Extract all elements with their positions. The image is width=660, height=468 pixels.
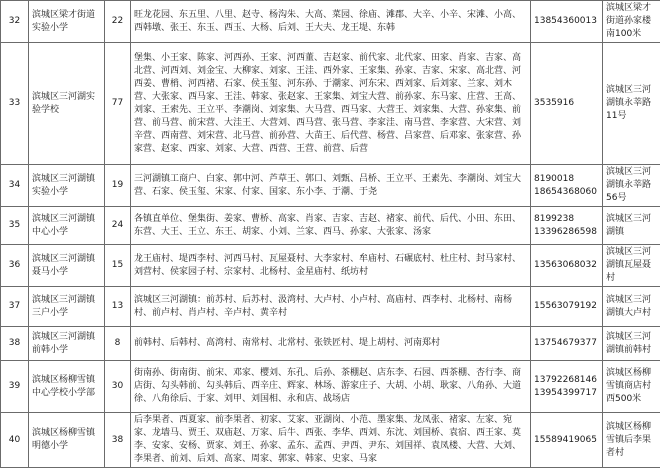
school-address: 滨城区三河湖镇 [603, 207, 660, 245]
contact-phone: 13563068032 [531, 245, 603, 287]
school-address: 滨城区杨柳雪镇后李果者村 [603, 413, 660, 468]
row-number: 38 [1, 327, 29, 361]
village-count: 24 [105, 207, 131, 245]
row-number: 37 [1, 287, 29, 327]
table-row [1, 287, 660, 327]
village-count: 8 [105, 327, 131, 361]
row-number: 36 [1, 245, 29, 287]
enrollment-area: 堡集、小王家、陈家、河西孙、王家、河西董、吉赵家、前代家、北代家、田家、肖家、吉家、高北营、河西刘、刘金宝、大柳家、刘家、王洼、西外家、王家集、孙家、吉家、宋家、高北营、河西姜、曹梢、河西褚、石家、侯玉玺、河东孙、于潮家、河东宋、西刘家、后刘家、兰家、刘木营、大张家、西马家、王洼、韩家、张赵家、王家集、刘宝大营、前孙家、东马家、庄营、王高、刘家、王索先、王立平、李潮岗、刘家集、大马营、西马家、大营王、刘家集、大营、孙家集、前营、前马营、前宋营、大洼王、大营刘、西马营、张马营、李家洼、南马营、李家营、大宋营、刘辛营、西南营、刘宋营、北马营、前孙营、大苗王、后代营、杨营、吕家营、后邓家、张家营、孙家营、赵家、西家、刘家、大营、西营、王营、前营、后营 [131, 43, 531, 165]
contact-phone: 13754679377 [531, 327, 603, 361]
contact-phone: 13854360013 [531, 1, 603, 43]
school-name: 滨城区杨柳雪镇明德小学 [29, 413, 105, 468]
row-number: 34 [1, 165, 29, 207]
school-name: 滨城区三河湖镇实验小学 [29, 165, 105, 207]
table-row [1, 207, 660, 245]
village-count: 22 [105, 1, 131, 43]
row-number: 33 [1, 43, 29, 165]
enrollment-area: 街南孙、街南街、前宋、邓家、樱刘、东孔、后孙、茶棚赵、店东李、石园、西茶棚、杏行李、商店街、勾头韩前、勾头韩后、西辛庄、辉家、林场、游家庄子、大胡、小胡、耿家、八角孙、大道徐、八角徐后、于家、刘甲、刘国相、永和店、战场店 [131, 361, 531, 413]
row-number: 39 [1, 361, 29, 413]
school-name: 滨城区三河湖实验学校 [29, 43, 105, 165]
school-name: 滨城区杨柳雪镇中心学校小学部 [29, 361, 105, 413]
enrollment-area: 龙王庙村、堤西李村、河西马村、瓦屋聂村、大李家村、牟庙村、石碾底村、杜庄村、封马家村、刘营村、侯家园子村、宗家村、北杨村、金星庙村、纸坊村 [131, 245, 531, 287]
village-count: 15 [105, 245, 131, 287]
row-number: 35 [1, 207, 29, 245]
table-row [1, 327, 660, 361]
village-count: 30 [105, 361, 131, 413]
enrollment-area: 后李果者、西夏家、前李果者、初家、艾家、亚湖岗、小范、墨家集、龙凤张、褚家、左家、宛家、龙墙马、贾王、双庙赵、万家、后牛、西张、李华、西刘、东沈、刘国桥、袁宿、西王家、莫李、安家、安杨、贾家、刘王、孙家、孟东、孟西、尹西、尹东、刘国祥、袁凤楼、大营、大刘、李果者、前刘、后刘、高家、周家、郭家、韩家、史家、马家 [131, 413, 531, 468]
village-count: 13 [105, 287, 131, 327]
school-name: 滨城区梁才街道实验小学 [29, 1, 105, 43]
enrollment-area: 各镇直单位、堡集街、姜家、曹桥、高家、肖家、吉家、吉赵、褚家、前代、后代、小田、东田、东营、大王、王立、东王、胡家、小刘、兰家、西马、孙家、大张家、汤家 [131, 207, 531, 245]
school-address: 滨城区三河湖镇前韩村 [603, 327, 660, 361]
contact-phone: 15589419065 [531, 413, 603, 468]
table-row [1, 413, 660, 468]
contact-phone: 3535916 [531, 43, 603, 165]
school-address: 滨城区三河湖镇大卢村 [603, 287, 660, 327]
contact-phone: 15563079192 [531, 287, 603, 327]
enrollment-area: 滨城区三河湖镇：前苏村、后苏村、汲湾村、大卢村、小卢村、高庙村、西李村、北杨村、南杨村、前卢村、肖卢村、辛卢村、黄辛村 [131, 287, 531, 327]
table-body [1, 1, 660, 468]
school-address: 滨城区三河湖镇永莘路56号 [603, 165, 660, 207]
school-address: 滨城区三河湖镇瓦屋聂村 [603, 245, 660, 287]
school-address: 滨城区梁才街道孙家楼南100米 [603, 1, 660, 43]
contact-phone: 13792268146 13954399717 [531, 361, 603, 413]
enrollment-area: 前韩村、后韩村、高湾村、南常村、北常村、张铁匠村、堤上胡村、河南郑村 [131, 327, 531, 361]
school-address: 滨城区三河湖镇永莘路11号 [603, 43, 660, 165]
contact-phone: 8190018 18654368060 [531, 165, 603, 207]
school-name: 滨城区三河湖镇中心小学 [29, 207, 105, 245]
village-count: 77 [105, 43, 131, 165]
school-name: 滨城区三河湖镇前韩小学 [29, 327, 105, 361]
row-number: 32 [1, 1, 29, 43]
village-count: 19 [105, 165, 131, 207]
table-row [1, 245, 660, 287]
school-name: 滨城区三河湖镇聂马小学 [29, 245, 105, 287]
school-address: 滨城区杨柳雪镇商店村西500米 [603, 361, 660, 413]
enrollment-area: 旺龙花园、东五里、八里、赵寺、杨沟朱、大高、菜园、徐庙、滩郡、大辛、小辛、宋滩、小高、西韩墩、张王、东玉、西玉、大杨、后刘、王大夫、龙王堤、东韩 [131, 1, 531, 43]
school-name: 滨城区三河湖镇三户小学 [29, 287, 105, 327]
table-row [1, 165, 660, 207]
contact-phone: 8199238 13396286598 [531, 207, 603, 245]
village-count: 38 [105, 413, 131, 468]
table-row [1, 361, 660, 413]
row-number: 40 [1, 413, 29, 468]
enrollment-area: 三河湖镇工商户、白家、郭中河、芦草王、郭口、刘甄、吕桥、王立平、王素先、李潮岗、刘宝大营、石家、侯玉玺、宋家、付家、国家、东小李、于潮、于尧 [131, 165, 531, 207]
table-row [1, 43, 660, 165]
table-row [1, 1, 660, 43]
